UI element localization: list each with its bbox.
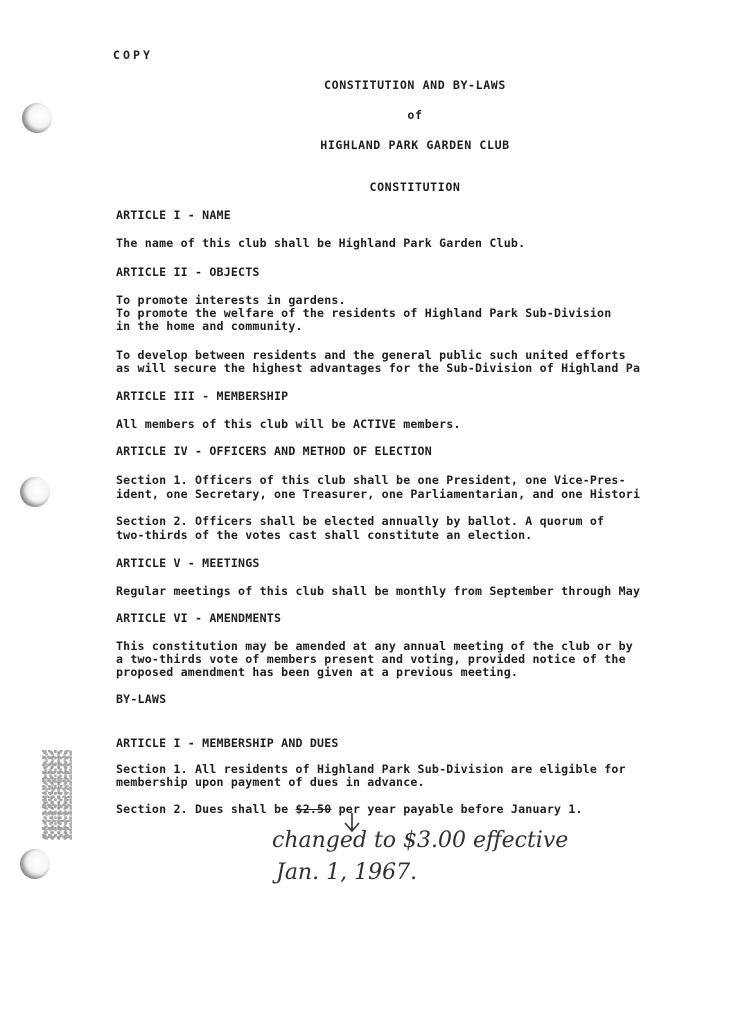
article-3-heading: ARTICLE III - MEMBERSHIP	[116, 389, 289, 403]
bylaw-line: Section 1. All residents of Highland Park Sub-Division are eligible for	[116, 762, 626, 776]
dues-suffix: per year payable before January 1.	[331, 802, 583, 816]
title-of: of	[407, 108, 423, 122]
handwritten-note-line-2: Jan. 1, 1967.	[276, 860, 418, 885]
club-name: HIGHLAND PARK GARDEN CLUB	[320, 138, 510, 152]
article-5-heading: ARTICLE V - MEETINGS	[116, 556, 260, 570]
dues-prefix: Section 2. Dues shall be	[116, 802, 296, 816]
bylaw-line: membership upon payment of dues in advance.	[116, 775, 425, 789]
article-4-line: ident, one Secretary, one Treasurer, one Parliamentarian, and one Histori	[116, 487, 641, 501]
article-1-text: The name of this club shall be Highland Park Garden Club.	[116, 236, 526, 250]
article-2-line: To promote interests in gardens.	[116, 293, 346, 307]
dues-struck-amount: $2.50	[295, 802, 332, 816]
article-2-line: in the home and community.	[116, 319, 303, 333]
article-2-heading: ARTICLE II - OBJECTS	[116, 265, 260, 279]
article-6-line: proposed amendment has been given at a previous meeting.	[116, 665, 519, 679]
article-1-heading: ARTICLE I - NAME	[116, 208, 231, 222]
article-5-text: Regular meetings of this club shall be monthly from September through May	[116, 584, 641, 598]
handwritten-note-line-1: changed to $3.00 effective	[272, 828, 569, 853]
article-4-line: two-thirds of the votes cast shall constitute an election.	[116, 528, 533, 542]
article-2-line: as will secure the highest advantages for the Sub-Division of Highland Pa	[116, 361, 641, 375]
article-4-line: Section 1. Officers of this club shall be one President, one Vice-Pres-	[116, 473, 626, 487]
article-6-line: This constitution may be amended at any annual meeting of the club or by	[116, 639, 633, 653]
punch-hole	[20, 477, 50, 507]
article-4-line: Section 2. Officers shall be elected annually by ballot. A quorum of	[116, 514, 605, 528]
bylaw-article-1-heading: ARTICLE I - MEMBERSHIP AND DUES	[116, 736, 339, 750]
article-2-line: To promote the welfare of the residents of Highland Park Sub-Division	[116, 306, 612, 320]
article-6-heading: ARTICLE VI - AMENDMENTS	[116, 611, 282, 625]
constitution-heading: CONSTITUTION	[369, 180, 461, 194]
article-6-line: a two-thirds vote of members present and voting, provided notice of the	[116, 652, 626, 666]
bylaws-heading: BY-LAWS	[116, 692, 167, 706]
article-2-line: To develop between residents and the general public such united efforts	[116, 348, 626, 362]
article-4-heading: ARTICLE IV - OFFICERS AND METHOD OF ELECTION	[116, 444, 432, 458]
document-title: CONSTITUTION AND BY-LAWS	[324, 78, 506, 92]
copy-mark: COPY	[113, 48, 153, 62]
scan-speckle	[42, 750, 72, 840]
article-3-text: All members of this club will be ACTIVE members.	[116, 417, 461, 431]
punch-hole	[20, 849, 50, 879]
